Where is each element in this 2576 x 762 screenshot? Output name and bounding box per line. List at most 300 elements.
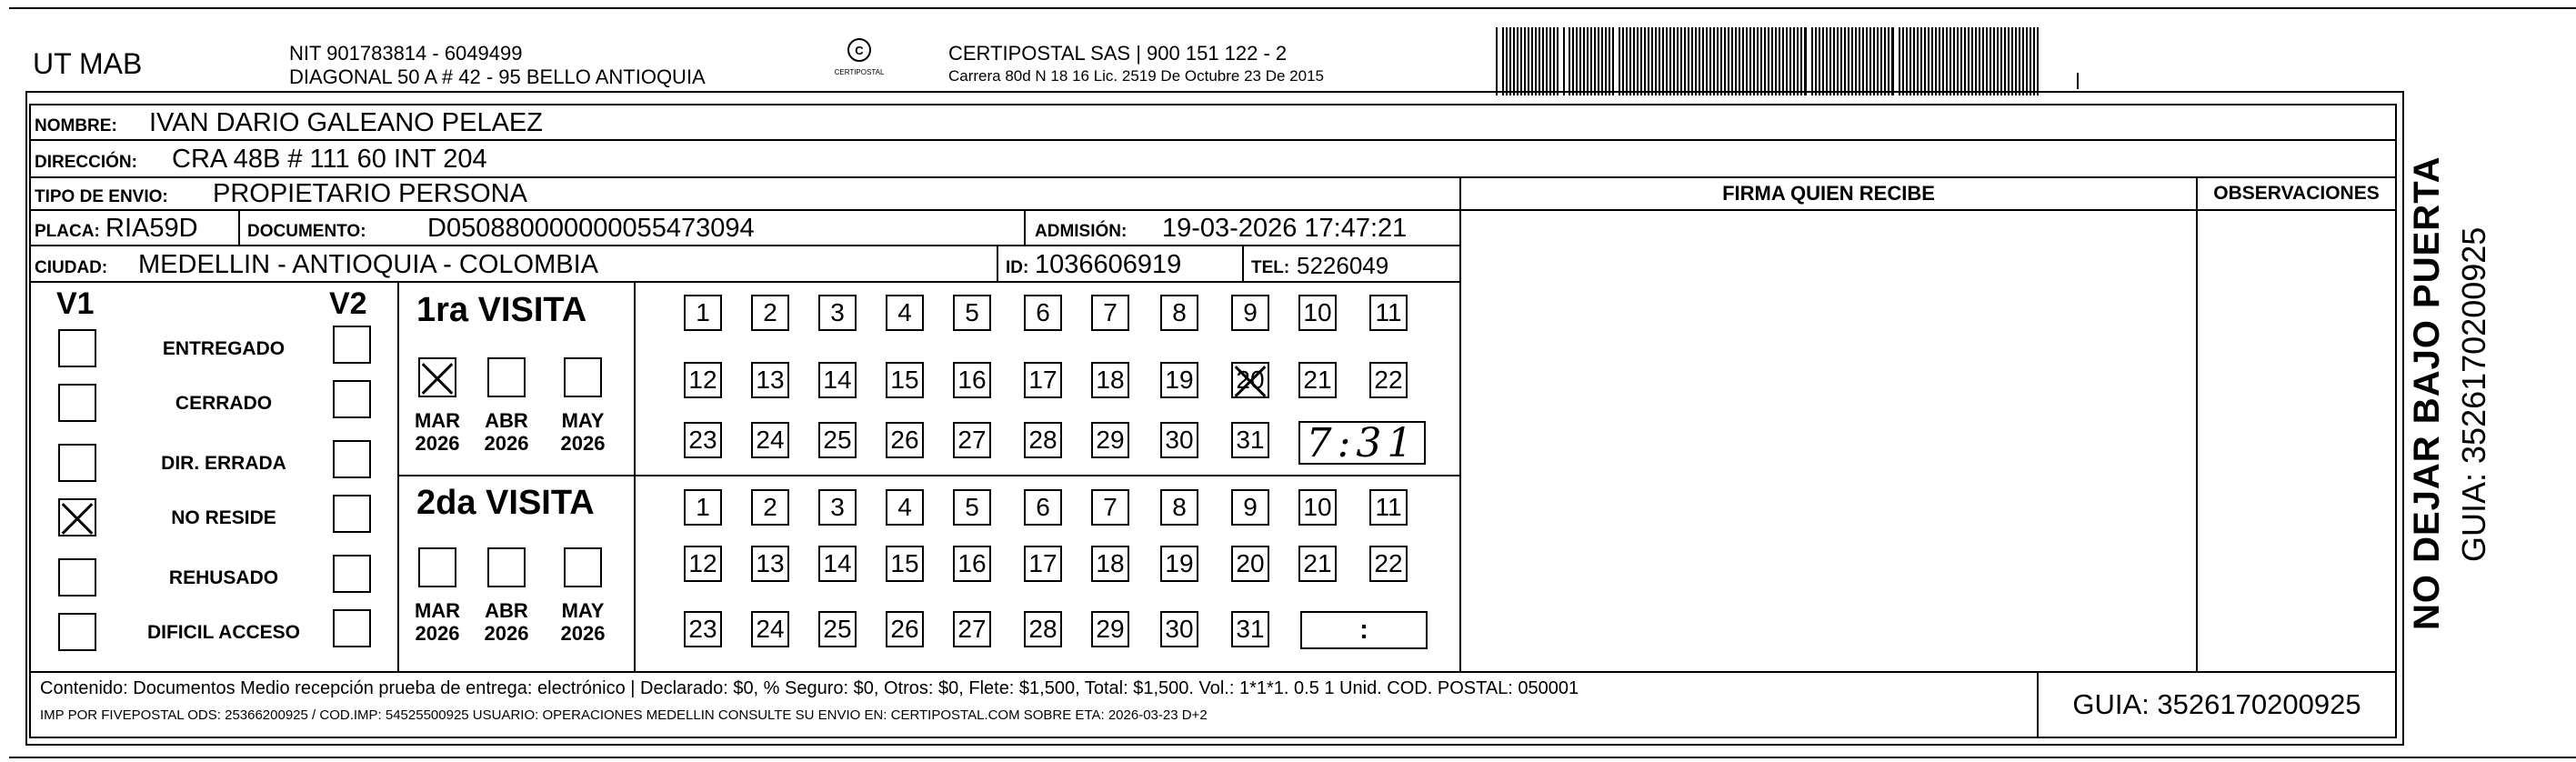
- barcode-bar: [2022, 27, 2024, 95]
- firma-title: FIRMA QUIEN RECIBE: [1722, 182, 1935, 205]
- barcode-bar: [1979, 27, 1980, 95]
- barcode-bar: [1699, 27, 1700, 95]
- barcode-bar: [1753, 27, 1755, 95]
- barcode-bar: [2026, 27, 2028, 95]
- barcode-bar: [1569, 27, 1570, 95]
- visit2-day-box[interactable]: 23: [684, 611, 722, 647]
- status-v1-checkbox[interactable]: [58, 613, 96, 651]
- nombre-label: NOMBRE:: [35, 116, 117, 135]
- barcode-bar: [1528, 27, 1529, 95]
- barcode-bar: [1815, 27, 1817, 95]
- visit1-day-box[interactable]: 19: [1160, 362, 1198, 398]
- visit2-day-box[interactable]: 4: [886, 489, 924, 526]
- second-visit-title: 2da VISITA: [416, 484, 595, 522]
- visit2-day-box[interactable]: 3: [818, 489, 857, 526]
- admision-value: 19-03-2026 17:47:21: [1162, 214, 1408, 243]
- barcode-bar: [1626, 27, 1628, 95]
- barcode-bar: [1844, 27, 1846, 95]
- status-label: ENTREGADO: [162, 338, 286, 359]
- visit1-day-box[interactable]: 2: [751, 295, 789, 331]
- visit1-month-checkbox[interactable]: [487, 357, 526, 397]
- company-name: UT MAB: [33, 47, 143, 80]
- barcode-bar: [1877, 27, 1879, 95]
- visit2-day-box[interactable]: 16: [953, 546, 991, 582]
- side-no-dejar: NO DEJAR BAJO PUERTA: [2407, 155, 2447, 630]
- barcode-bar: [2030, 27, 2031, 95]
- barcode-bar: [1993, 27, 1995, 95]
- status-v2-checkbox[interactable]: [333, 495, 371, 533]
- visit2-day-box[interactable]: 7: [1091, 489, 1129, 526]
- month-year: 2026: [415, 622, 460, 645]
- barcode-bar: [1531, 27, 1533, 95]
- visit1-month-label: [481, 409, 532, 455]
- barcode-bar: [1644, 27, 1646, 95]
- barcode-bar: [1706, 27, 1708, 95]
- visit-divider-horizontal: [397, 475, 1461, 476]
- barcode-bar: [1655, 27, 1657, 95]
- visit1-day-box[interactable]: 4: [886, 295, 924, 331]
- visit2-time-box: [1300, 611, 1428, 649]
- visit2-day-box[interactable]: 12: [684, 546, 722, 582]
- visit1-day-box[interactable]: 22: [1369, 362, 1408, 398]
- status-v1-checkbox[interactable]: [58, 384, 96, 422]
- row-direccion: [29, 139, 2397, 178]
- id-value: 1036606919: [1035, 250, 1182, 279]
- visit2-day-box[interactable]: 1: [684, 489, 722, 526]
- barcode-bar: [1946, 27, 1948, 95]
- barcode-bar: [1859, 27, 1860, 95]
- obs-header: [2196, 176, 2397, 211]
- barcode-bar: [1691, 27, 1693, 95]
- visit2-day-box[interactable]: 14: [818, 546, 857, 582]
- visit2-day-box[interactable]: 5: [953, 489, 991, 526]
- visit1-day-box[interactable]: 28: [1024, 422, 1062, 458]
- nombre-value: IVAN DARIO GALEANO PELAEZ: [149, 108, 543, 137]
- barcode-bar: [1572, 27, 1574, 95]
- barcode-bar: [1713, 27, 1715, 95]
- visit1-day-box[interactable]: 20: [1231, 362, 1269, 398]
- barcode-bar: [1739, 27, 1740, 95]
- barcode-bar: [1822, 27, 1824, 95]
- v1-header: V1: [56, 286, 95, 321]
- visit1-day-box[interactable]: 21: [1298, 362, 1337, 398]
- footer-guia-box: [2037, 671, 2397, 738]
- barcode-bar: [1899, 27, 1900, 95]
- status-v2-checkbox[interactable]: [333, 380, 371, 418]
- barcode-bar: [1884, 27, 1886, 95]
- barcode-bar: [1688, 27, 1689, 95]
- barcode-bar: [1789, 27, 1791, 95]
- month-year: 2026: [484, 432, 529, 455]
- visit2-day-box[interactable]: 15: [886, 546, 924, 582]
- barcode-bar: [1601, 27, 1603, 95]
- barcode-bar: [1553, 27, 1555, 95]
- visit2-day-box[interactable]: 20: [1231, 546, 1269, 582]
- tel-value: 5226049: [1297, 252, 1389, 279]
- status-v1-checkbox[interactable]: [58, 558, 96, 597]
- visit1-day-box[interactable]: 27: [953, 422, 991, 458]
- barcode-bar: [1659, 27, 1660, 95]
- tel-divider: [1242, 246, 1244, 281]
- month-name: ABR: [485, 599, 528, 622]
- visit2-day-box[interactable]: 22: [1369, 546, 1408, 582]
- visit1-month-label: [412, 409, 463, 455]
- barcode-bar: [2037, 27, 2039, 95]
- barcode-bar: [1829, 27, 1831, 95]
- visit2-day-box[interactable]: 27: [953, 611, 991, 647]
- ciudad-value: MEDELLIN - ANTIOQUIA - COLOMBIA: [138, 250, 598, 279]
- barcode-bar: [1964, 27, 1966, 95]
- barcode-bar: [1942, 27, 1944, 95]
- visit1-day-box[interactable]: 15: [886, 362, 924, 398]
- visit2-month-checkbox[interactable]: [487, 547, 526, 587]
- month-year: 2026: [560, 622, 606, 645]
- barcode-bar: [1935, 27, 1937, 95]
- visit2-time: :: [1359, 615, 1368, 645]
- barcode-bar: [1869, 27, 1871, 95]
- barcode-bar: [1793, 27, 1795, 95]
- barcode-bar: [1579, 27, 1581, 95]
- barcode-bar: [2004, 27, 2006, 95]
- barcode-bar: [1768, 27, 1769, 95]
- tel-label: TEL:: [1251, 258, 1290, 277]
- visit1-day-box[interactable]: 3: [818, 295, 857, 331]
- footer-contenido: Contenido: Documentos Medio recepción prueba de entrega: electrónico | Declarado: $0, % Seguro: $0, Otros: $0, Flete: $1,500, Total: $1,500. Vol.: 1*1*1. 0.5 1 Unid. COD. POSTAL: 050001: [40, 678, 1579, 698]
- visit2-month-label: [557, 599, 608, 645]
- barcode-bar: [1757, 27, 1759, 95]
- address-line: DIAGONAL 50 A # 42 - 95 BELLO ANTIOQUIA: [289, 65, 706, 88]
- visit1-day-box[interactable]: 10: [1298, 295, 1337, 331]
- visit1-day-box[interactable]: 11: [1369, 295, 1408, 331]
- month-name: MAR: [414, 599, 461, 622]
- row-placa: [29, 209, 1461, 246]
- barcode-bar: [1633, 27, 1635, 95]
- visit1-day-box[interactable]: 14: [818, 362, 857, 398]
- barcode-bar: [1735, 27, 1737, 95]
- visit1-day-box[interactable]: 30: [1160, 422, 1198, 458]
- visit1-day-box[interactable]: 24: [751, 422, 789, 458]
- barcode-bar: [2019, 27, 2020, 95]
- visit1-time-box: [1298, 421, 1426, 465]
- placa-value: RIA59D: [105, 214, 198, 243]
- visit2-day-box[interactable]: 18: [1091, 546, 1129, 582]
- barcode-bar: [1819, 27, 1820, 95]
- barcode-bar: [1797, 27, 1799, 95]
- first-visit-title: 1ra VISITA: [416, 291, 587, 329]
- barcode-bar: [1862, 27, 1864, 95]
- status-label: CERRADO: [175, 393, 273, 414]
- barcode-bar: [2033, 27, 2035, 95]
- side-guia: GUIA: 3526170200925: [2455, 226, 2492, 562]
- barcode-bar: [1539, 27, 1540, 95]
- direccion-value: CRA 48B # 111 60 INT 204: [172, 145, 487, 174]
- barcode-bar: [1673, 27, 1675, 95]
- barcode-bar: [1786, 27, 1788, 95]
- month-name: MAR: [414, 409, 461, 432]
- barcode-bar: [1939, 27, 1940, 95]
- status-v2-checkbox[interactable]: [333, 440, 371, 478]
- barcode-bar: [1590, 27, 1592, 95]
- barcode-bar: [2008, 27, 2010, 95]
- barcode-bar: [1651, 27, 1653, 95]
- barcode-bar: [1563, 27, 1565, 95]
- month-year: 2026: [560, 432, 606, 455]
- barcode-bar: [1720, 27, 1722, 95]
- admision-divider: [1024, 211, 1026, 245]
- barcode-bar: [1576, 27, 1578, 95]
- visit1-day-box[interactable]: 6: [1024, 295, 1062, 331]
- barcode-bar: [1746, 27, 1748, 95]
- visit2-day-box[interactable]: 30: [1160, 611, 1198, 647]
- visit2-month-label: [412, 599, 463, 645]
- barcode-bar: [1851, 27, 1853, 95]
- barcode-bar: [1975, 27, 1977, 95]
- visit2-day-box[interactable]: 24: [751, 611, 789, 647]
- visit2-month-label: [481, 599, 532, 645]
- barcode-bar: [1509, 27, 1511, 95]
- barcode-bar: [2000, 27, 2002, 95]
- status-v1-checkbox[interactable]: [58, 329, 96, 367]
- barcode-bar: [1502, 27, 1504, 95]
- barcode-bar: [1990, 27, 1991, 95]
- visit2-day-box[interactable]: 26: [886, 611, 924, 647]
- tipo-label: TIPO DE ENVIO:: [35, 187, 168, 206]
- visit1-day-box[interactable]: 18: [1091, 362, 1129, 398]
- barcode-bar: [1702, 27, 1704, 95]
- obs-title: OBSERVACIONES: [2213, 183, 2380, 204]
- visit1-month-label: [557, 409, 608, 455]
- barcode-bar: [1609, 27, 1610, 95]
- documento-label: DOCUMENTO:: [247, 222, 366, 241]
- documento-value: D050880000000055473094: [427, 214, 755, 243]
- barcode-bar: [1496, 27, 1498, 95]
- id-divider: [997, 246, 998, 281]
- seal-icon: [841, 36, 877, 64]
- barcode-bar: [1680, 27, 1682, 95]
- visit1-month-checkbox[interactable]: [564, 357, 602, 397]
- v2-header: V2: [329, 286, 367, 321]
- id-label: ID:: [1006, 258, 1029, 277]
- barcode-bar: [1637, 27, 1639, 95]
- row-nombre: [29, 104, 2397, 141]
- barcode-bar: [1837, 27, 1839, 95]
- month-name: MAY: [561, 599, 605, 622]
- barcode-bar: [1906, 27, 1908, 95]
- firma-header: [1459, 176, 2198, 211]
- visit1-day-box[interactable]: 26: [886, 422, 924, 458]
- barcode-bar: [1982, 27, 1984, 95]
- visit1-day-box[interactable]: 13: [751, 362, 789, 398]
- visit2-day-box[interactable]: 29: [1091, 611, 1129, 647]
- placa-label: PLACA:: [35, 222, 100, 241]
- visit2-day-box[interactable]: 10: [1298, 489, 1337, 526]
- barcode-bar: [1724, 27, 1726, 95]
- visit1-time: 7:31: [1306, 419, 1418, 466]
- barcode-bar: [1598, 27, 1599, 95]
- status-label: DIFICIL ACCESO: [146, 622, 300, 643]
- status-v1-checkbox[interactable]: [58, 444, 96, 482]
- visit1-day-box[interactable]: 31: [1231, 422, 1269, 458]
- barcode-bar: [1902, 27, 1904, 95]
- firma-column: [1459, 176, 2198, 673]
- status-v2-checkbox[interactable]: [333, 326, 371, 364]
- barcode-bar: [1760, 27, 1762, 95]
- barcode-bar: [1968, 27, 1970, 95]
- barcode-bar: [1840, 27, 1842, 95]
- barcode-bar: [1506, 27, 1508, 95]
- obs-column: [2196, 176, 2397, 673]
- license-line: Carrera 80d N 18 16 Lic. 2519 De Octubre 23 De 2015: [948, 67, 1324, 85]
- visit2-month-checkbox[interactable]: [418, 547, 456, 587]
- visit1-day-box[interactable]: 7: [1091, 295, 1129, 331]
- month-name: ABR: [485, 409, 528, 432]
- barcode-bar: [1917, 27, 1919, 95]
- visit1-day-box[interactable]: 12: [684, 362, 722, 398]
- row-ciudad: [29, 245, 1461, 283]
- visit1-day-box[interactable]: 25: [818, 422, 857, 458]
- certipostal-line: CERTIPOSTAL SAS | 900 151 122 - 2: [948, 42, 1288, 65]
- barcode-bar: [1749, 27, 1751, 95]
- barcode-bar: [1873, 27, 1875, 95]
- status-divider: [397, 281, 399, 673]
- visit2-day-box[interactable]: 17: [1024, 546, 1062, 582]
- barcode-bar: [1913, 27, 1915, 95]
- barcode-bar: [1800, 27, 1802, 95]
- visit2-day-box[interactable]: 9: [1231, 489, 1269, 526]
- visit1-month-checkbox[interactable]: [418, 357, 456, 397]
- barcode-bar: [1880, 27, 1882, 95]
- barcode-bar: [1666, 27, 1668, 95]
- direccion-label: DIRECCIÓN:: [35, 153, 137, 172]
- barcode-bar: [1542, 27, 1544, 95]
- month-year: 2026: [415, 432, 460, 455]
- status-label: DIR. ERRADA: [161, 453, 286, 474]
- barcode-bar: [1517, 27, 1519, 95]
- barcode-bar: [1622, 27, 1624, 95]
- barcode-bar: [1960, 27, 1962, 95]
- barcode-bar: [1957, 27, 1959, 95]
- footer-imp: IMP POR FIVEPOSTAL ODS: 25366200925 / COD.IMP: 54525500925 USUARIO: OPERACIONES MEDELLIN CONSULTE SU ENVIO EN: CERTIPOSTAL.COM SOBRE ETA: 2026-03-23 D+2: [40, 707, 1208, 723]
- visit2-day-box[interactable]: 13: [751, 546, 789, 582]
- certipostal-logo: C CERTIPOSTAL: [823, 36, 896, 82]
- visit1-day-box[interactable]: 9: [1231, 295, 1269, 331]
- barcode-bar: [1731, 27, 1733, 95]
- barcode-bar: [1924, 27, 1926, 95]
- barcode: [1496, 27, 2041, 95]
- status-v2-checkbox[interactable]: [333, 555, 371, 593]
- barcode-bar: [1833, 27, 1835, 95]
- barcode-bar: [1742, 27, 1744, 95]
- barcode-bar: [1513, 27, 1515, 95]
- visit1-day-box[interactable]: 23: [684, 422, 722, 458]
- status-v2-checkbox[interactable]: [333, 609, 371, 647]
- barcode-bar: [1587, 27, 1589, 95]
- barcode-bar: [1888, 27, 1889, 95]
- row-tipo: [29, 176, 1461, 211]
- barcode-bar: [1669, 27, 1671, 95]
- barcode-bar: [1971, 27, 1973, 95]
- visit2-day-box[interactable]: 28: [1024, 611, 1062, 647]
- barcode-bar: [1909, 27, 1911, 95]
- barcode-bar: [1535, 27, 1537, 95]
- barcode-bar: [1779, 27, 1780, 95]
- barcode-bar: [1775, 27, 1777, 95]
- barcode-bar: [1855, 27, 1857, 95]
- tipo-value: PROPIETARIO PERSONA: [213, 179, 527, 208]
- tick-mark: [2077, 73, 2079, 89]
- barcode-bar: [1546, 27, 1548, 95]
- barcode-bar: [1891, 27, 1894, 95]
- barcode-bar: [1950, 27, 1951, 95]
- month-year: 2026: [484, 622, 529, 645]
- month-name: MAY: [561, 409, 605, 432]
- barcode-bar: [1640, 27, 1642, 95]
- visit1-day-box[interactable]: 5: [953, 295, 991, 331]
- visit-divider-vertical: [634, 281, 636, 673]
- svg-text:C: C: [855, 44, 864, 57]
- barcode-bar: [2011, 27, 2013, 95]
- visit1-day-box[interactable]: 8: [1160, 295, 1198, 331]
- visit2-day-box[interactable]: 2: [751, 489, 789, 526]
- nit-line: NIT 901783814 - 6049499: [289, 42, 523, 65]
- status-label: NO RESIDE: [171, 507, 276, 528]
- visit2-day-box[interactable]: 11: [1369, 489, 1408, 526]
- barcode-bar: [1648, 27, 1649, 95]
- visit2-day-box[interactable]: 19: [1160, 546, 1198, 582]
- barcode-bar: [1709, 27, 1711, 95]
- barcode-bar: [1728, 27, 1729, 95]
- visit1-day-box[interactable]: 16: [953, 362, 991, 398]
- barcode-bar: [1764, 27, 1766, 95]
- visit2-day-box[interactable]: 31: [1231, 611, 1269, 647]
- barcode-bar: [1684, 27, 1686, 95]
- page-edge-bottom: [9, 757, 2576, 758]
- barcode-bar: [1612, 27, 1614, 95]
- barcode-bar: [2015, 27, 2017, 95]
- visit1-day-box[interactable]: 1: [684, 295, 722, 331]
- visit2-day-box[interactable]: 21: [1298, 546, 1337, 582]
- barcode-bar: [1549, 27, 1551, 95]
- barcode-bar: [1619, 27, 1620, 95]
- visit2-day-box[interactable]: 25: [818, 611, 857, 647]
- barcode-bar: [1848, 27, 1849, 95]
- visit2-day-box[interactable]: 6: [1024, 489, 1062, 526]
- barcode-bar: [1782, 27, 1784, 95]
- status-label: REHUSADO: [168, 567, 279, 588]
- barcode-bar: [1771, 27, 1773, 95]
- placa-divider: [238, 211, 240, 245]
- barcode-bar: [1677, 27, 1679, 95]
- barcode-bar: [1695, 27, 1697, 95]
- ciudad-label: CIUDAD:: [35, 258, 108, 277]
- status-v1-checkbox[interactable]: [58, 498, 96, 536]
- barcode-bar: [1717, 27, 1719, 95]
- barcode-bar: [1583, 27, 1585, 95]
- visit1-day-box[interactable]: 29: [1091, 422, 1129, 458]
- visit2-day-box[interactable]: 8: [1160, 489, 1198, 526]
- barcode-bar: [1986, 27, 1988, 95]
- visit2-month-checkbox[interactable]: [564, 547, 602, 587]
- barcode-bar: [1557, 27, 1559, 95]
- visit1-day-box[interactable]: 17: [1024, 362, 1062, 398]
- barcode-bar: [1866, 27, 1868, 95]
- barcode-bar: [1997, 27, 1999, 95]
- barcode-bar: [1524, 27, 1526, 95]
- barcode-bar: [1594, 27, 1596, 95]
- barcode-bar: [1928, 27, 1929, 95]
- barcode-bar: [1826, 27, 1828, 95]
- barcode-bar: [1629, 27, 1631, 95]
